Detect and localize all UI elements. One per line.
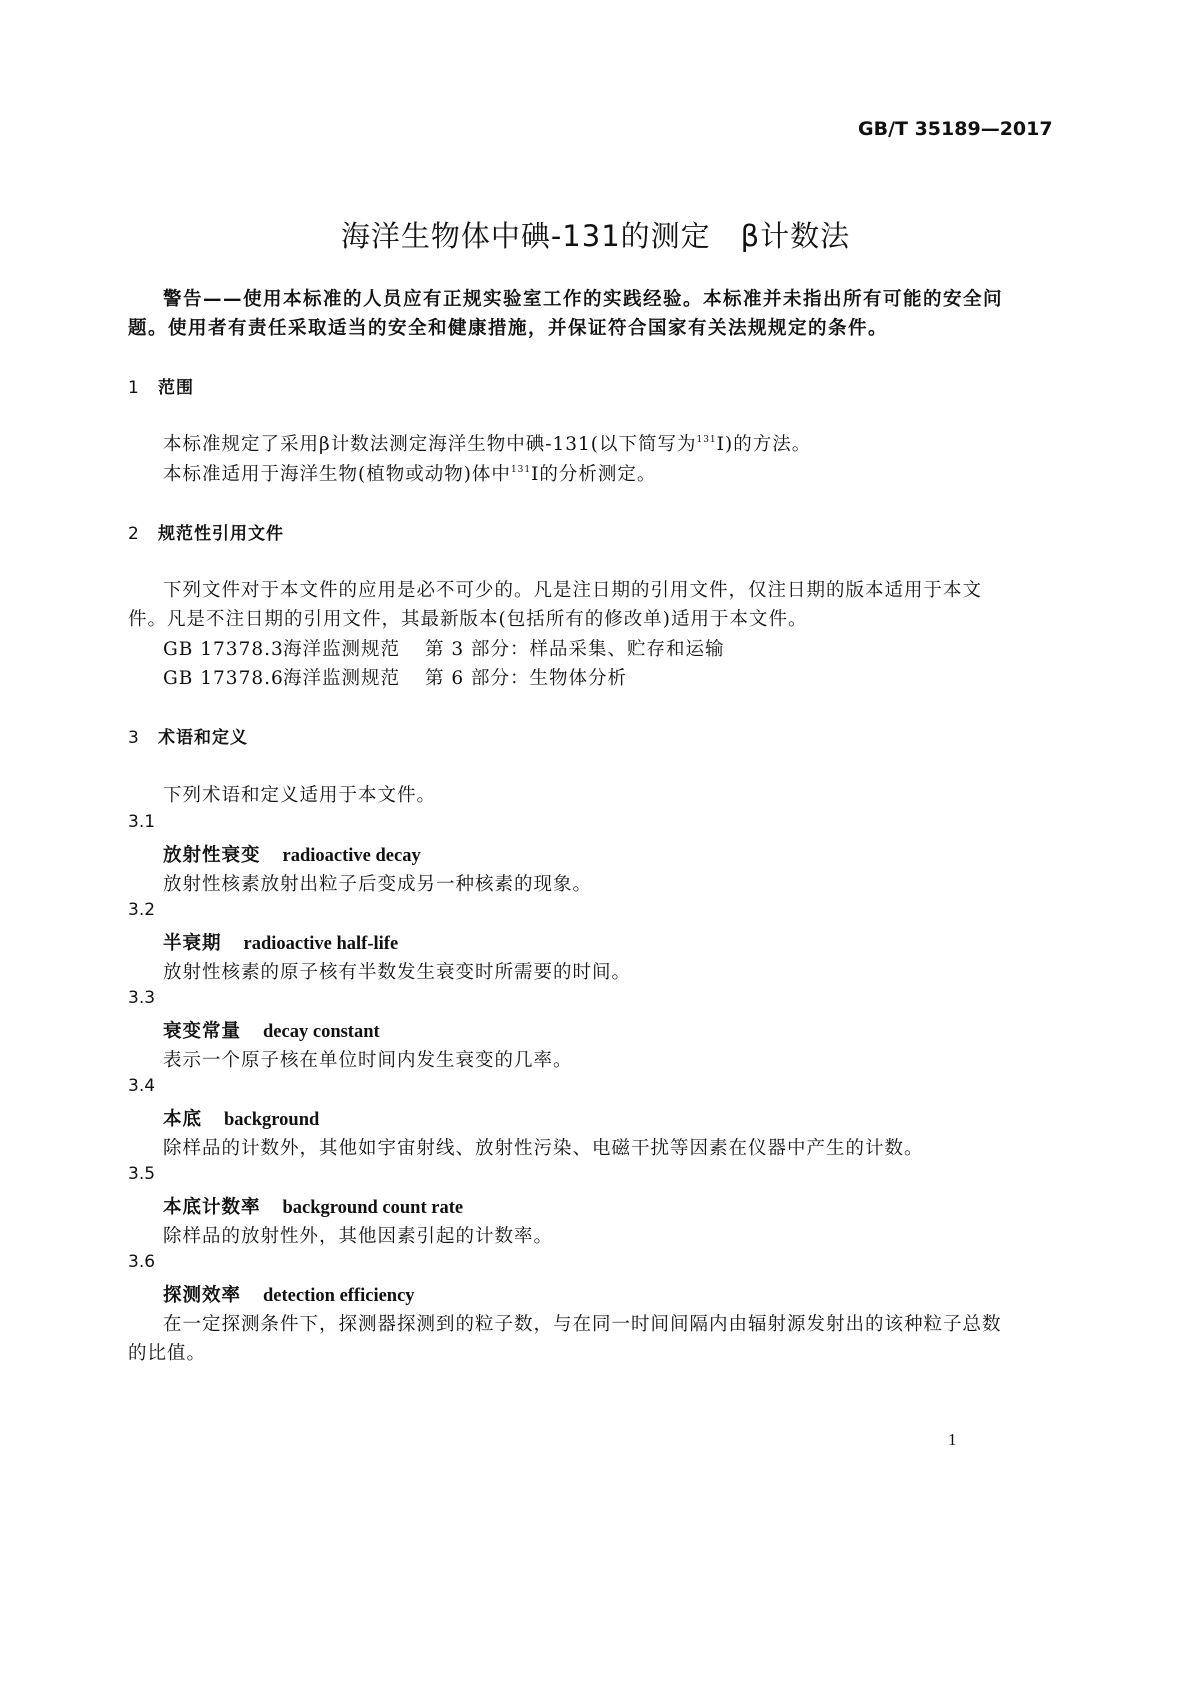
reference-part: 第 3 部分：样品采集、贮存和运输 [425,639,725,660]
standard-code: GB/T 35189—2017 [858,118,1053,140]
term-definition: 表示一个原子核在单位时间内发生衰变的几率。 [163,1050,573,1071]
section-heading-terms-definitions [128,723,248,748]
reference-code: GB 17378.3 [163,639,284,660]
term-definition: 放射性核素的原子核有半数发生衰变时所需要的时间。 [163,962,632,983]
page-number: 1 [948,1430,957,1449]
section-title: 术语和定义 [158,728,248,748]
term-name: 放射性衰变 radioactive decay [163,845,421,866]
document-title: 海洋生物体中碘-131的测定 β计数法 [340,219,851,253]
terms-intro: 下列术语和定义适用于本文件。 [163,785,437,806]
warning-line-1: 警告——使用本标准的人员应有正规实验室工作的实践经验。本标准并未指出所有可能的安全问 [163,289,1004,310]
warning-line-2: 题。使用者有责任采取适当的安全和健康措施，并保证符合国家有关法规规定的条件。 [128,318,889,339]
section-number: 1 [128,378,140,398]
term-name: 半衰期 radioactive half-life [163,933,399,954]
term-name: 本底计数率 background count rate [163,1197,464,1218]
term-number: 3.5 [128,1164,156,1184]
term-number: 3.6 [128,1252,156,1272]
term-number: 3.2 [128,900,156,920]
reference-name: 海洋监测规范 [283,668,401,689]
reference-part: 第 6 部分：生物体分析 [425,668,628,689]
term-definition: 除样品的计数外，其他如宇宙射线、放射性污染、电磁干扰等因素在仪器中产生的计数。 [163,1138,924,1159]
term-definition: 除样品的放射性外，其他因素引起的计数率。 [163,1226,554,1247]
section-number: 3 [128,728,140,748]
term-definition: 在一定探测条件下，探测器探测到的粒子数，与在同一时间间隔内由辐射源发射出的该种粒子总数 [163,1314,1002,1335]
term-name: 衰变常量 decay constant [163,1021,380,1042]
term-number: 3.3 [128,988,156,1008]
reference-item [163,664,627,690]
scope-paragraph-2: 本标准适用于海洋生物(植物或动物)体中$^{131}$I的分析测定。 [163,464,657,485]
reference-item [163,635,725,661]
term-name: 本底 background [163,1109,320,1130]
references-paragraph-line-1: 下列文件对于本文件的应用是必不可少的。凡是注日期的引用文件，仅注日期的版本适用于本文 [163,580,983,601]
section-title: 规范性引用文件 [158,524,284,544]
reference-code: GB 17378.6 [163,668,284,689]
term-name: 探测效率 detection efficiency [163,1285,415,1306]
term-number: 3.1 [128,812,156,832]
section-heading-normative-references [128,519,284,544]
references-paragraph-line-2: 件。凡是不注日期的引用文件，其最新版本(包括所有的修改单)适用于本文件。 [128,609,808,630]
reference-name: 海洋监测规范 [283,639,401,660]
term-definition-continued: 的比值。 [128,1343,207,1364]
section-title: 范围 [158,378,194,398]
term-number: 3.4 [128,1076,156,1096]
term-definition: 放射性核素放射出粒子后变成另一种核素的现象。 [163,874,593,895]
section-number: 2 [128,524,140,544]
scope-paragraph-1: 本标准规定了采用β计数法测定海洋生物中碘-131(以下简写为$^{131}$I)的方法。 [163,434,812,455]
section-heading-scope [128,373,194,398]
